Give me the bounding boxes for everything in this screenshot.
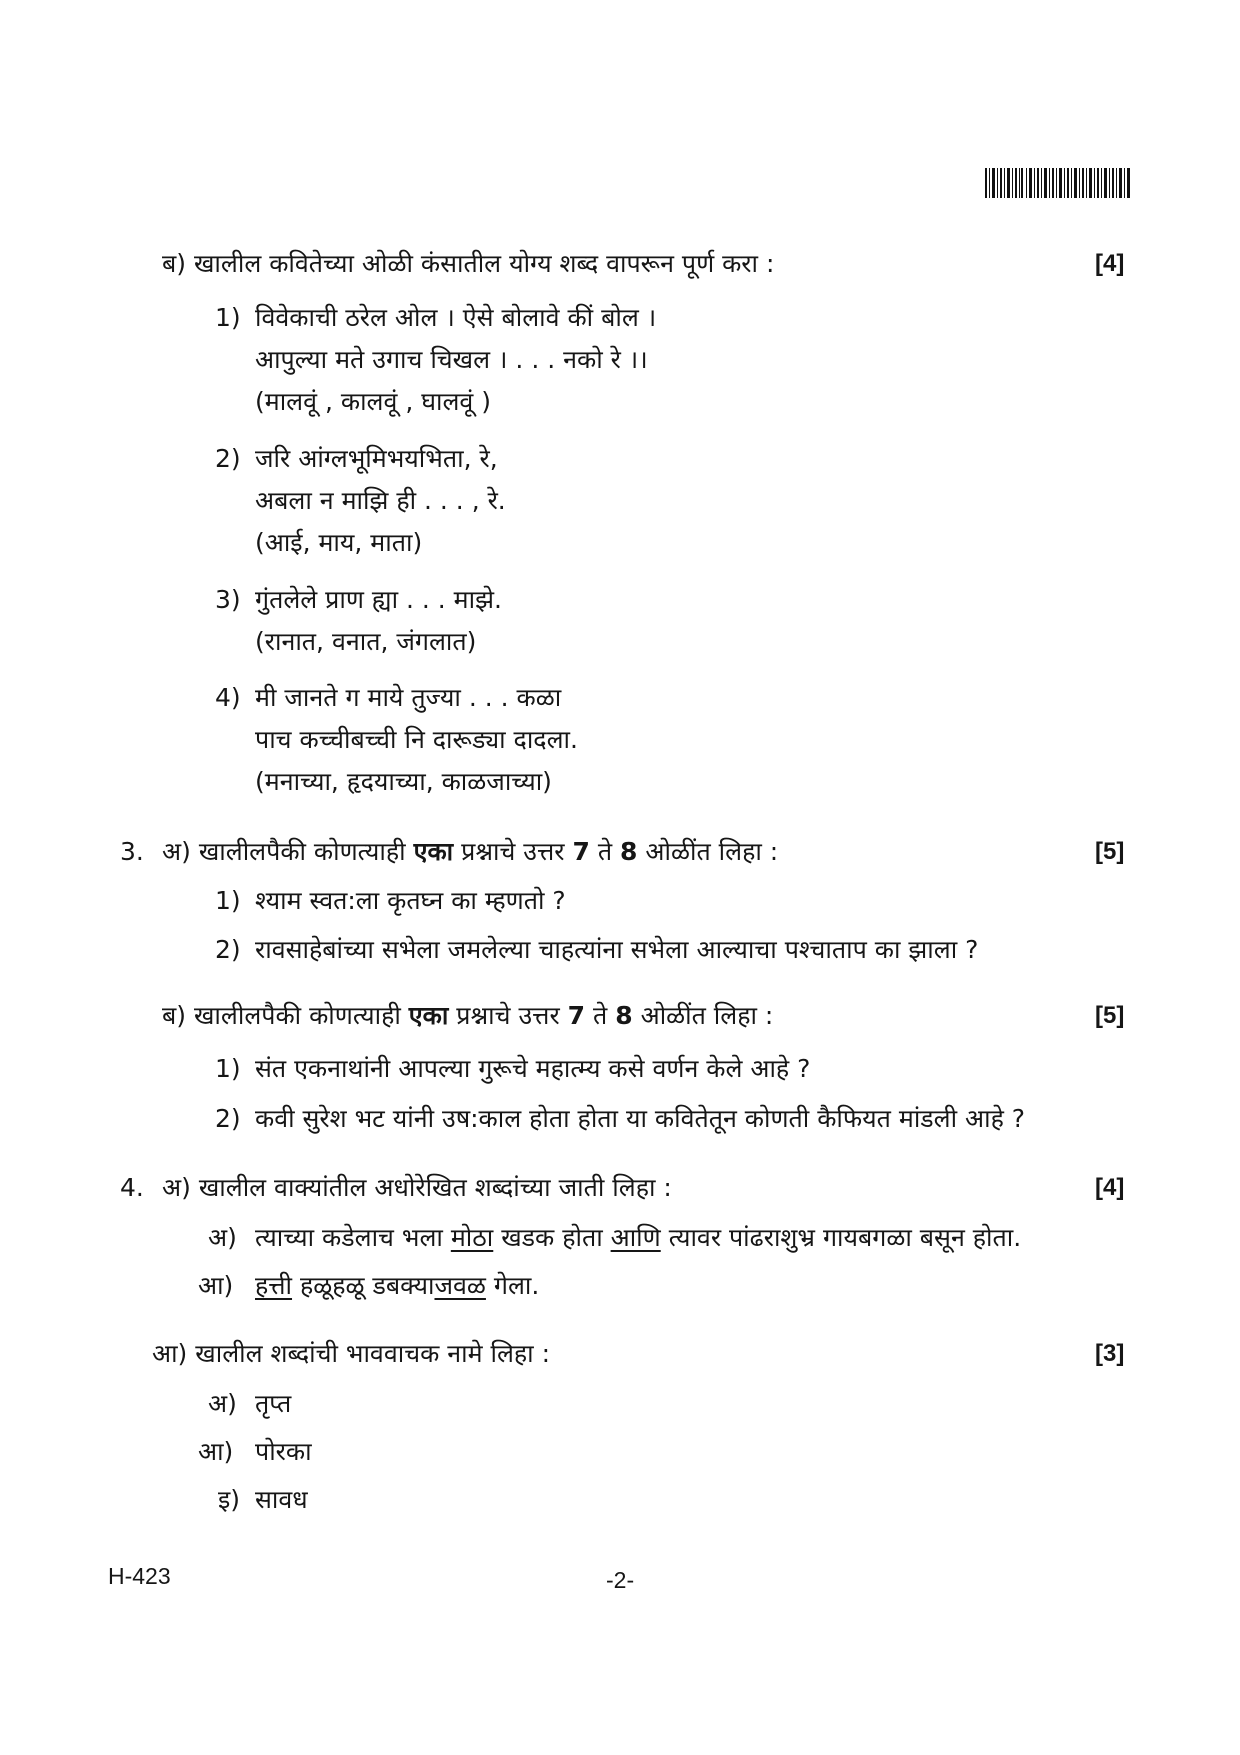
q2b-item-3-num: 3) xyxy=(215,585,241,614)
q2b-item-1-line-2: आपुल्या मते उगाच चिखल । . . . नको रे ।। xyxy=(255,345,648,374)
q2b-item-2-num: 2) xyxy=(215,444,241,473)
q4a-item-1-num: अ) xyxy=(208,1223,237,1252)
q4a-item-2-underlined-2: जवळ xyxy=(434,1271,486,1300)
q4a-marks: [4] xyxy=(1095,1174,1125,1201)
q2b-item-2-line-2: अबला न माझि ही . . . , रे. xyxy=(255,486,506,515)
q4a-text: खालील वाक्यांतील अधोरेखित शब्दांच्या जाती लिहा : xyxy=(198,1173,672,1202)
q3a-item-1-text: श्याम स्वत:ला कृतघ्न का म्हणतो ? xyxy=(255,886,566,915)
q3a-te: ते xyxy=(597,837,613,866)
q3b-item-1-text: संत एकनाथांनी आपल्या गुरूचे महात्म्य कसे वर्णन केले आहे ? xyxy=(255,1054,811,1083)
q4aa-label: आ) xyxy=(152,1339,188,1368)
q3a-label: अ) xyxy=(162,837,191,866)
q4a-item-2-num: आ) xyxy=(198,1271,234,1300)
q3a-text-before: खालीलपैकी कोणत्याही xyxy=(198,837,406,866)
footer-code: H-423 xyxy=(108,1563,171,1589)
q2b-item-4-line-1: मी जानते ग माये तुज्या . . . कळा xyxy=(255,683,562,712)
q2b-item-1-line-1: विवेकाची ठरेल ओल । ऐसे बोलावे कीं बोल । xyxy=(255,303,657,332)
q4aa-item-2-text: पोरका xyxy=(255,1437,312,1466)
q3b-heading xyxy=(162,1000,773,1032)
q4a-item-1-part-2: खडक होता xyxy=(501,1223,603,1252)
q3-number: 3. xyxy=(120,837,144,866)
q3b-text-before: खालीलपैकी कोणत्याही xyxy=(193,1001,401,1030)
q2b-item-4-num: 4) xyxy=(215,683,241,712)
q3a-marks: [5] xyxy=(1095,838,1125,865)
q4a-item-2-part-1: हळूहळू डबक्या xyxy=(299,1271,435,1300)
q4aa-item-1-num: अ) xyxy=(208,1389,237,1418)
q4-number: 4. xyxy=(120,1173,144,1202)
q3a-item-2-num: 2) xyxy=(215,935,241,964)
q4a-item-2-sentence xyxy=(255,1270,539,1302)
q3a-bold-word: एका xyxy=(413,837,454,866)
q4a-item-1-underlined-2: आणि xyxy=(610,1223,661,1252)
q2b-item-3-line-1: गुंतलेले प्राण ह्या . . . माझे. xyxy=(255,585,502,614)
q4a-item-2-part-2: गेला. xyxy=(493,1271,540,1300)
q4aa-item-1-text: तृप्त xyxy=(255,1389,292,1418)
footer-page-number: -2- xyxy=(606,1567,635,1593)
q2b-item-2-line-1: जरि आंग्लभूमिभयभिता, रे, xyxy=(255,444,498,473)
q2b-text: खालील कवितेच्या ओळी कंसातील योग्य शब्द वापरून पूर्ण करा : xyxy=(193,249,775,278)
q2b-heading xyxy=(162,248,774,280)
q4a-item-1-underlined-1: मोठा xyxy=(450,1223,494,1252)
q3b-n2: 8 xyxy=(615,1001,633,1030)
q3a-n2: 8 xyxy=(620,837,638,866)
q4aa-marks: [3] xyxy=(1095,1340,1125,1367)
q3a-heading xyxy=(162,836,778,868)
q2b-marks: [4] xyxy=(1095,250,1125,277)
q2b-item-1-options: (मालवूं , कालवूं , घालवूं ) xyxy=(255,387,492,416)
q4a-heading xyxy=(162,1172,672,1204)
q3a-text-after: ओळींत लिहा : xyxy=(645,837,779,866)
q4a-item-1-part-3: त्यावर पांढराशुभ्र गायबगळा बसून होता. xyxy=(668,1223,1022,1252)
q3a-n1: 7 xyxy=(572,837,590,866)
q3b-label: ब) xyxy=(162,1001,187,1030)
q3a-item-1-num: 1) xyxy=(215,886,241,915)
q4a-label: अ) xyxy=(162,1173,191,1202)
q4a-item-2-underlined-1: हत्ती xyxy=(255,1271,293,1300)
q3b-text-mid: प्रश्नाचे उत्तर xyxy=(456,1001,560,1030)
q3b-bold-word: एका xyxy=(408,1001,449,1030)
q3b-marks: [5] xyxy=(1095,1002,1125,1029)
q3b-item-2-num: 2) xyxy=(215,1104,241,1133)
q4a-item-1-sentence xyxy=(255,1222,1021,1254)
q4aa-heading xyxy=(152,1338,550,1370)
q3b-te: ते xyxy=(592,1001,608,1030)
q4aa-text: खालील शब्दांची भाववाचक नामे लिहा : xyxy=(195,1339,551,1368)
q4a-item-1-part-1: त्याच्या कडेलाच भला xyxy=(255,1223,443,1252)
q2b-label: ब) xyxy=(162,249,187,278)
q3b-item-1-num: 1) xyxy=(215,1054,241,1083)
q2b-item-4-options: (मनाच्या, हृदयाच्या, काळजाच्या) xyxy=(255,767,552,796)
q3a-item-2-text: रावसाहेबांच्या सभेला जमलेल्या चाहत्यांना सभेला आल्याचा पश्चाताप का झाला ? xyxy=(255,935,979,964)
q2b-item-2-options: (आई, माय, माता) xyxy=(255,528,423,557)
q2b-item-3-options: (रानात, वनात, जंगलात) xyxy=(255,627,477,656)
q4aa-item-3-text: सावध xyxy=(255,1485,308,1514)
q3b-item-2-text: कवी सुरेश भट यांनी उष:काल होता होता या कवितेतून कोणती कैफियत मांडली आहे ? xyxy=(255,1104,1026,1133)
q4aa-item-2-num: आ) xyxy=(198,1437,234,1466)
q3b-text-after: ओळींत लिहा : xyxy=(640,1001,774,1030)
q3a-text-mid: प्रश्नाचे उत्तर xyxy=(461,837,565,866)
barcode-icon xyxy=(985,168,1130,198)
q3b-n1: 7 xyxy=(567,1001,586,1030)
q2b-item-1-num: 1) xyxy=(215,303,241,332)
q2b-item-4-line-2: पाच कच्चीबच्ची नि दारूड्या दादला. xyxy=(255,725,578,754)
q4aa-item-3-num: इ) xyxy=(218,1485,241,1514)
